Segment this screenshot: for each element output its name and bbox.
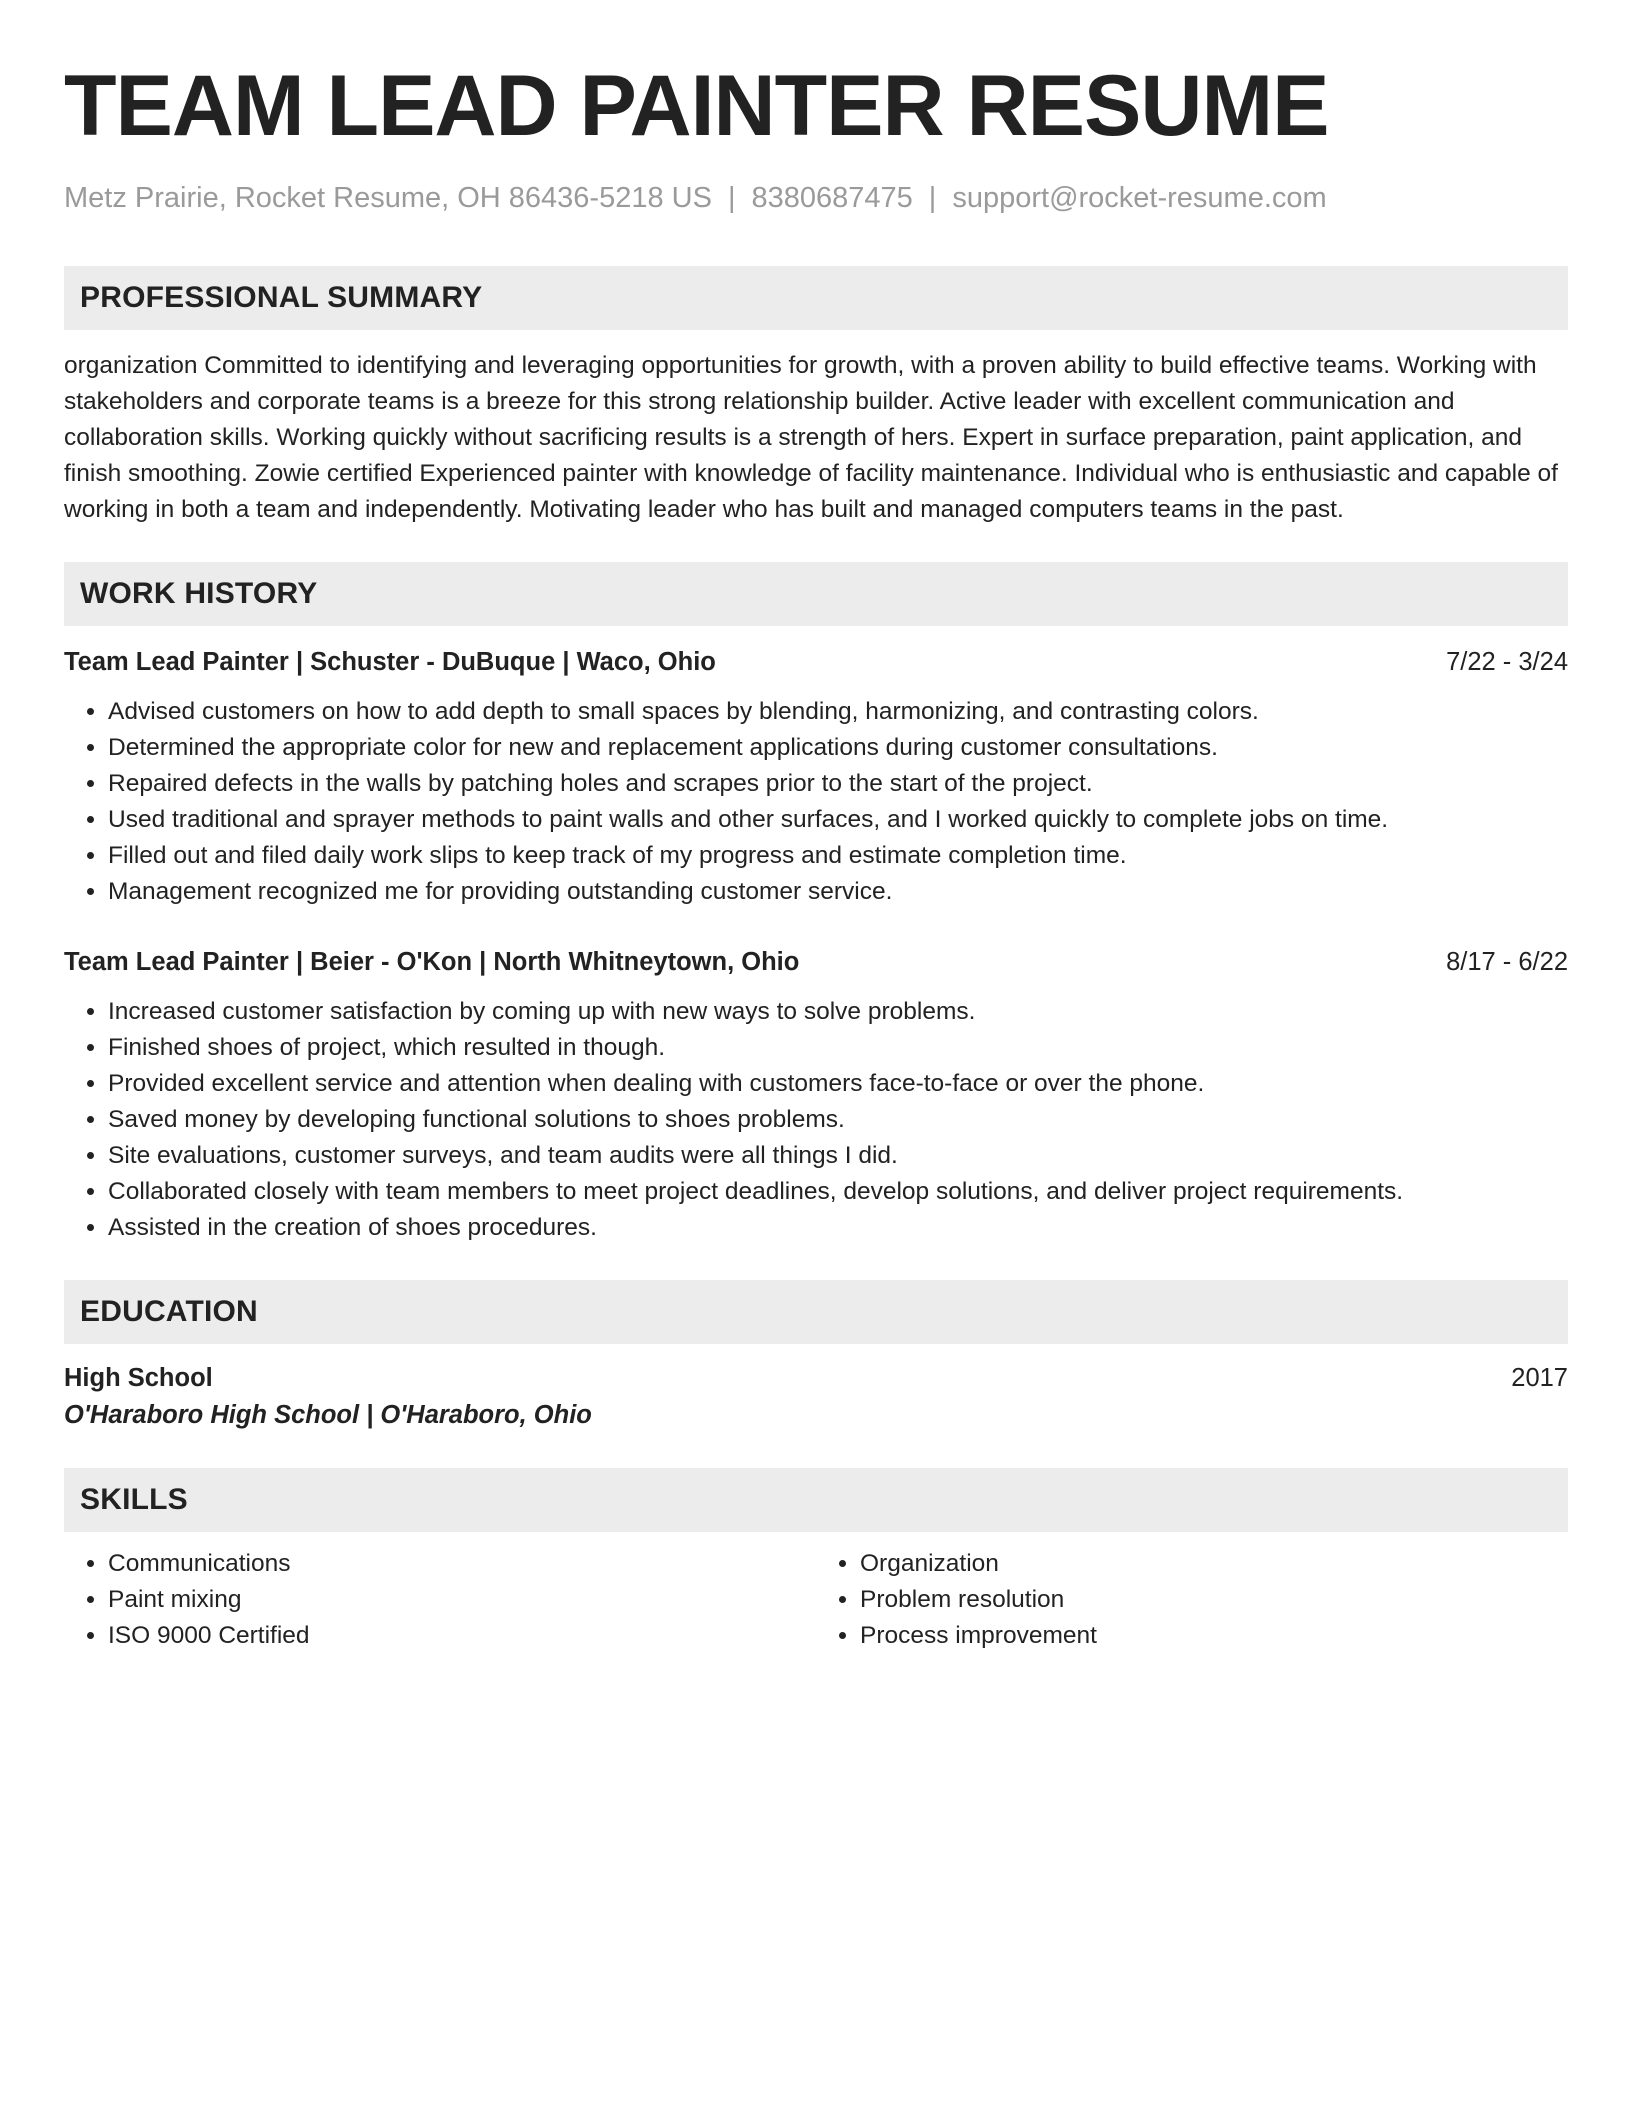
skills-column-left (64, 1546, 816, 1654)
contact-separator: | (727, 182, 736, 214)
job-bullet: • Provided excellent service and attention when dealing with customers face-to-face or over the phone. (108, 1066, 1568, 1102)
job-bullet: • Saved money by developing functional solutions to shoes problems. (108, 1102, 1568, 1138)
job-bullet: • Assisted in the creation of shoes procedures. (108, 1210, 1568, 1246)
contact-address: Metz Prairie, Rocket Resume, OH 86436-5218 US (64, 182, 712, 214)
summary-heading: PROFESSIONAL SUMMARY (64, 266, 1568, 330)
skill-item: • Process improvement (860, 1618, 1568, 1654)
summary-text: organization Committed to identifying and leveraging opportunities for growth, with a proven ability to build effective teams. Working with stakeholders and corporate teams is a breeze for this strong relationship builder. Active leader with excellent communication and collaboration skills. Working quickly without sacrificing results is a strength of hers. Expert in surface preparation, paint application, and finish smoothing. Zowie certified Experienced painter with knowledge of facility maintenance. Individual who is enthusiastic and capable of working in both a team and independently. Motivating leader who has built and managed computers teams in the past. (64, 352, 1558, 523)
education-heading: EDUCATION (64, 1280, 1568, 1344)
job-bullet: • Finished shoes of project, which resulted in though. (108, 1030, 1568, 1066)
education-header (64, 1360, 1568, 1396)
education-year: 2017 (1511, 1364, 1568, 1392)
job-bullet: • Collaborated closely with team members to meet project deadlines, develop solutions, and deliver project requirements. (108, 1174, 1568, 1210)
skills-list (64, 1546, 1568, 1654)
job-bullet: • Used traditional and sprayer methods to paint walls and other surfaces, and I worked quickly to complete jobs on time. (108, 802, 1568, 838)
job-bullet: • Site evaluations, customer surveys, and team audits were all things I did. (108, 1138, 1568, 1174)
contact-line (64, 180, 1568, 216)
skills-heading: SKILLS (64, 1468, 1568, 1532)
job-dates: 7/22 - 3/24 (1446, 648, 1568, 676)
job-title: Team Lead Painter | Schuster - DuBuque | Waco, Ohio (64, 648, 716, 676)
job-header (64, 644, 1568, 680)
job-entry (64, 644, 1568, 910)
contact-phone: 8380687475 (751, 182, 913, 214)
contact-separator: | (928, 182, 937, 214)
skill-item: • Problem resolution (860, 1582, 1568, 1618)
skill-item: • ISO 9000 Certified (108, 1618, 816, 1654)
education-school: O'Haraboro High School | O'Haraboro, Ohio (64, 1401, 592, 1429)
job-bullets (64, 994, 1568, 1246)
skill-item: • Organization (860, 1546, 1568, 1582)
education-entry (64, 1360, 1568, 1434)
job-bullets (64, 694, 1568, 910)
resume-title: TEAM LEAD PAINTER RESUME (64, 58, 1329, 154)
education-degree: High School (64, 1364, 213, 1392)
job-bullet: • Repaired defects in the walls by patching holes and scrapes prior to the start of the project. (108, 766, 1568, 802)
skill-item: • Paint mixing (108, 1582, 816, 1618)
skills-column-right (816, 1546, 1568, 1654)
job-entry (64, 944, 1568, 1246)
job-dates: 8/17 - 6/22 (1446, 948, 1568, 976)
job-bullet: • Determined the appropriate color for new and replacement applications during customer consultations. (108, 730, 1568, 766)
job-bullet: • Filled out and filed daily work slips to keep track of my progress and estimate completion time. (108, 838, 1568, 874)
job-title: Team Lead Painter | Beier - O'Kon | North Whitneytown, Ohio (64, 948, 800, 976)
job-bullet: • Management recognized me for providing outstanding customer service. (108, 874, 1568, 910)
work-history-heading: WORK HISTORY (64, 562, 1568, 626)
contact-email: support@rocket-resume.com (952, 182, 1327, 214)
job-header (64, 944, 1568, 980)
skill-item: • Communications (108, 1546, 816, 1582)
job-bullet: • Increased customer satisfaction by coming up with new ways to solve problems. (108, 994, 1568, 1030)
job-bullet: • Advised customers on how to add depth to small spaces by blending, harmonizing, and contrasting colors. (108, 694, 1568, 730)
